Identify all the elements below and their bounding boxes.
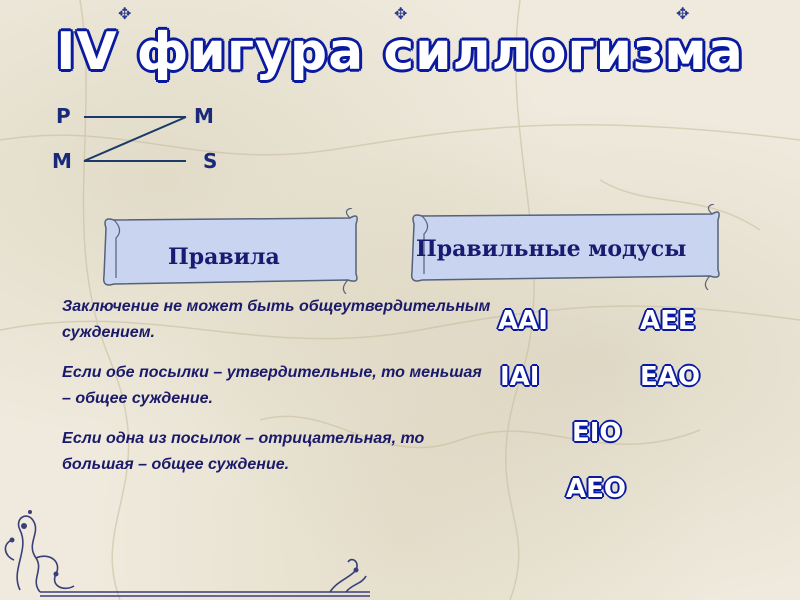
rule-item: Если одна из посылок – отрицательная, то большая – общее суждение. — [62, 430, 425, 473]
fleur-ornament-icon: ✥ — [676, 4, 690, 23]
mood-aai: AAI — [498, 306, 548, 336]
figure-m-top-term: M — [194, 104, 214, 128]
figure-m-left-term: M — [52, 149, 72, 173]
figure-p-term: P — [56, 104, 71, 128]
moods-banner-label: Правильные модусы — [416, 236, 687, 262]
mood-eao: EAO — [640, 362, 700, 392]
fleur-ornament-icon: ✥ — [394, 4, 408, 23]
figure-s-term: S — [203, 149, 218, 173]
mood-aee: AEE — [640, 306, 696, 336]
rules-list — [62, 294, 492, 492]
rule-item: Если обе посылки – утвердительные, то меньшая – общее суждение. — [62, 364, 482, 407]
rule-item: Заключение не может быть общеутвердительным суждением. — [62, 298, 491, 341]
mood-aeo: AEO — [566, 474, 626, 504]
rules-banner-label: Правила — [168, 244, 280, 270]
floral-corner-icon — [0, 500, 380, 600]
page-title: IV фигура силлогизма — [56, 22, 744, 82]
fleur-ornament-icon: ✥ — [118, 4, 132, 23]
mood-eio: EIO — [572, 418, 622, 448]
mood-iai: IAI — [500, 362, 540, 392]
